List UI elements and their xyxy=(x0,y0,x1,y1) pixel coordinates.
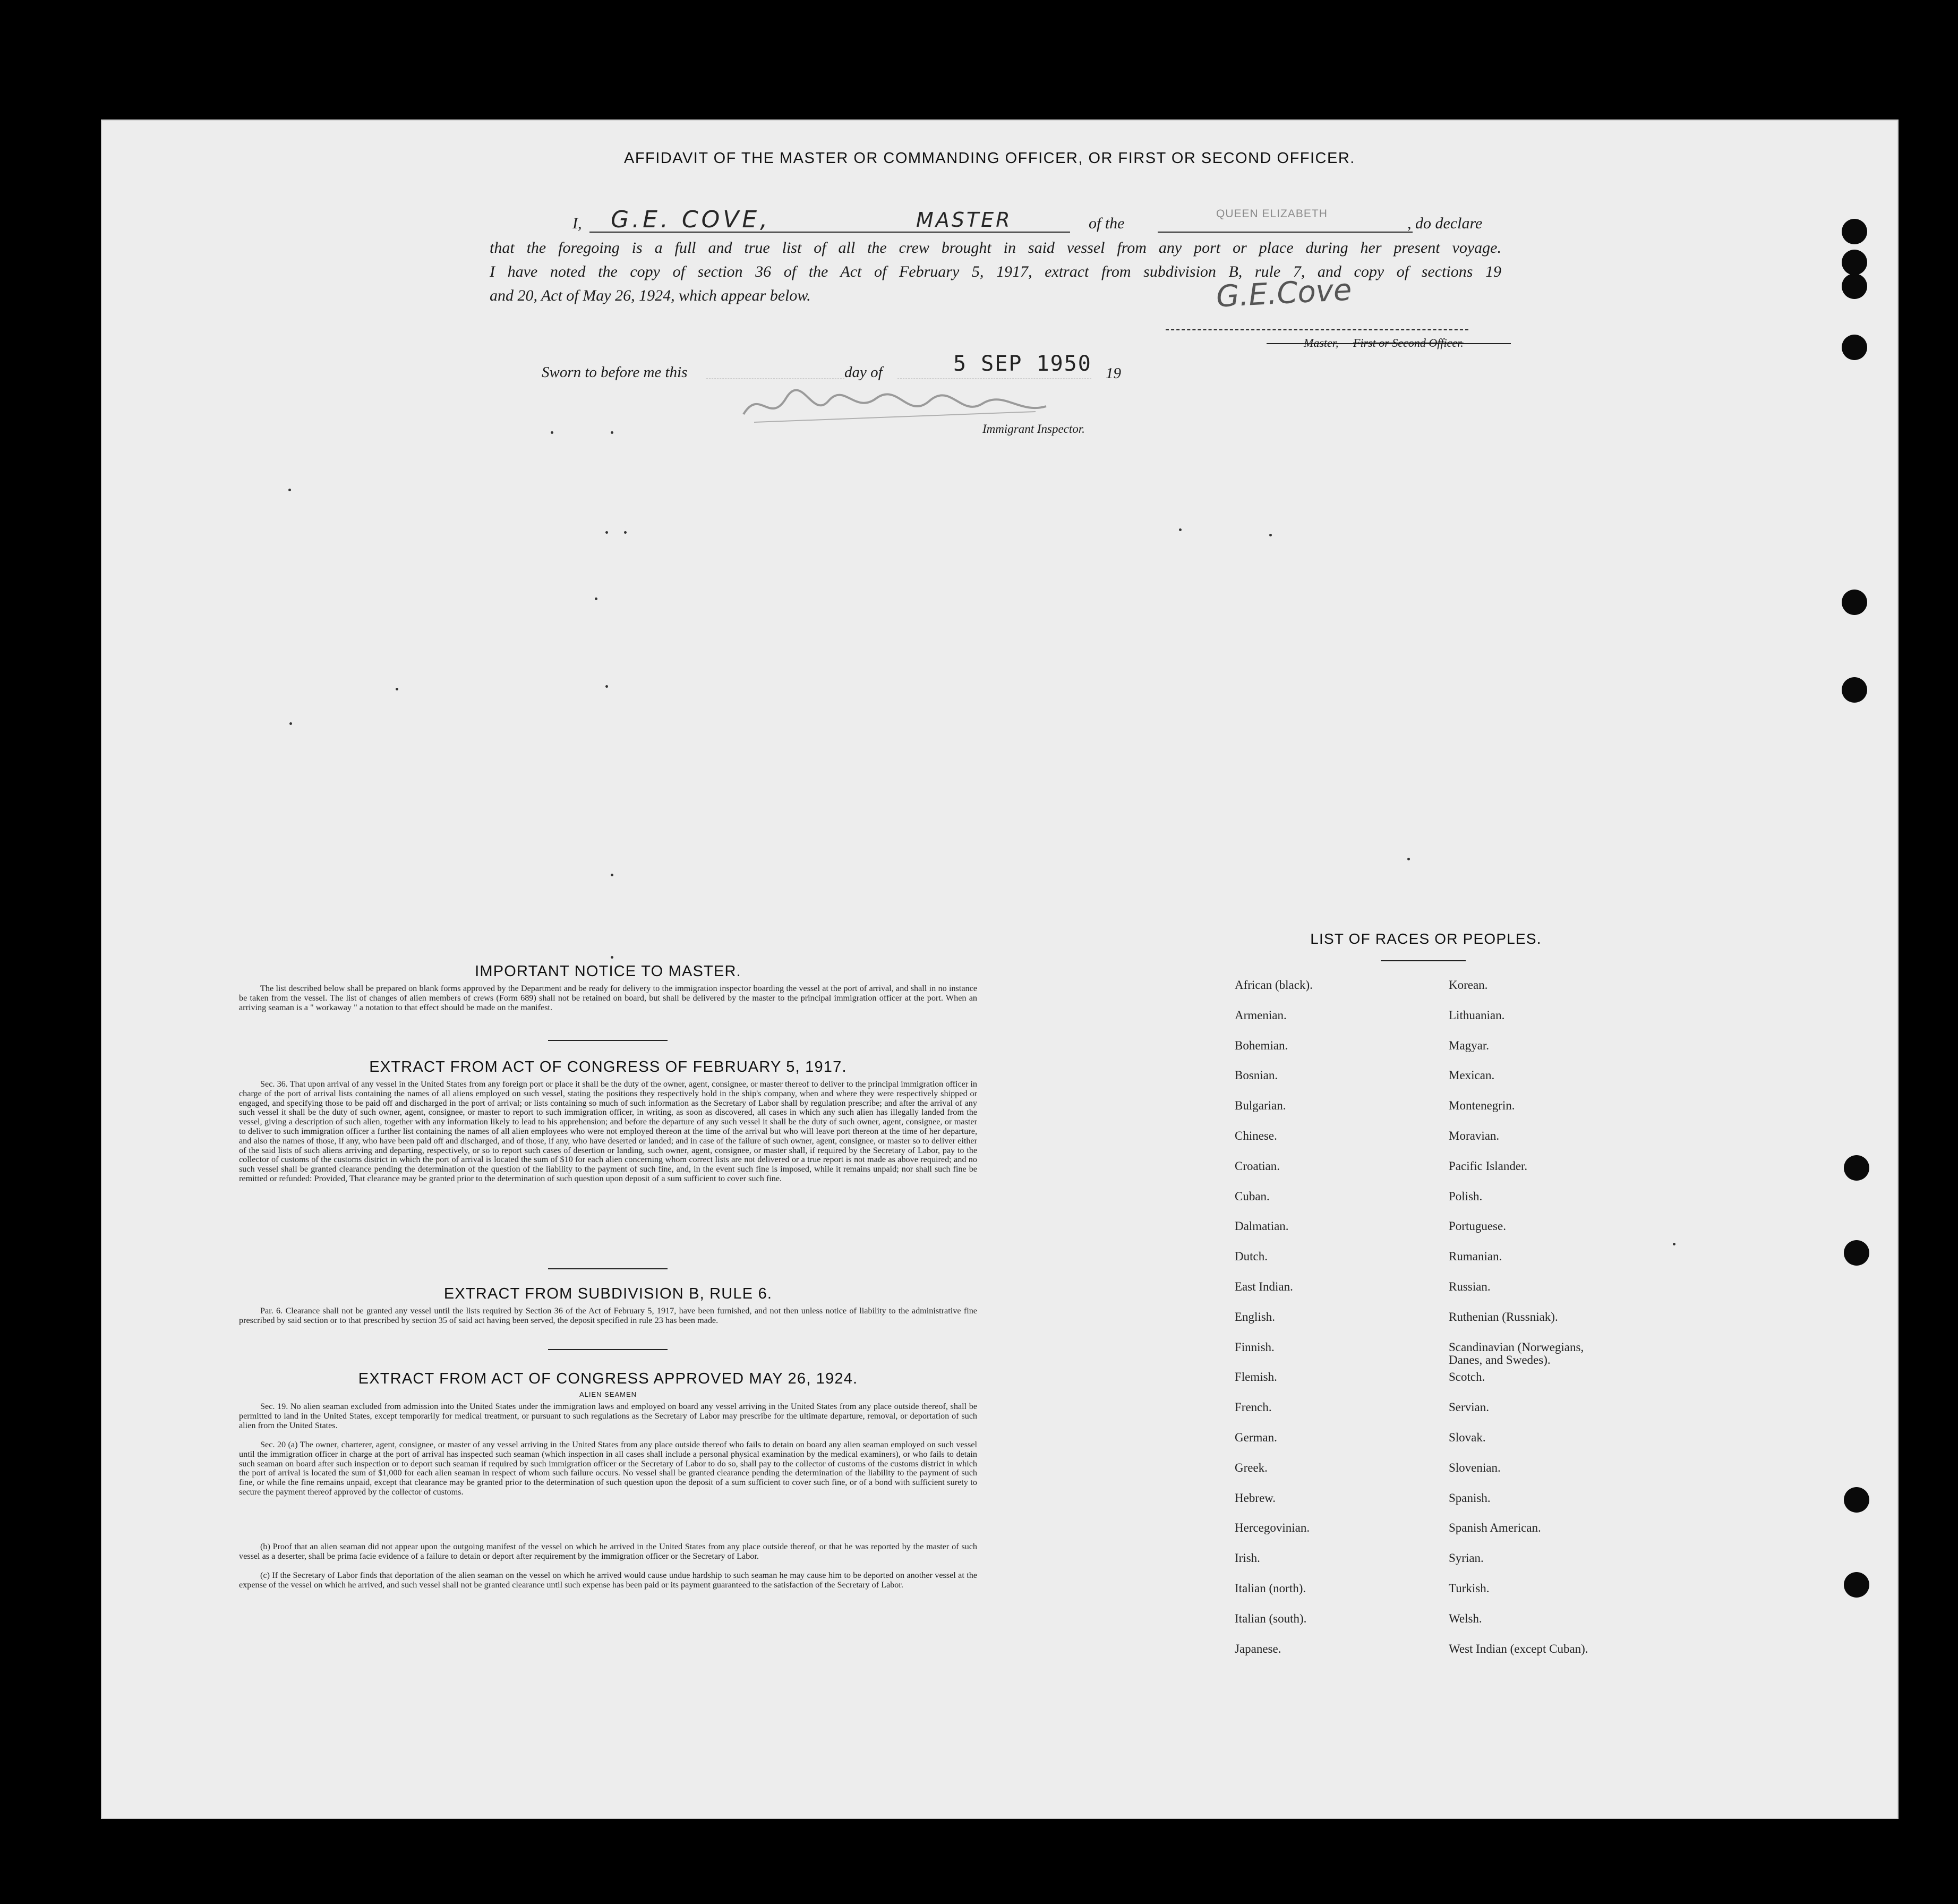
race-item: Hercegovinian. xyxy=(1235,1521,1310,1535)
race-item: Mexican. xyxy=(1449,1069,1495,1082)
extract-1924-sec20c: (c) If the Secretary of Labor finds that deportation of the alien seaman on the vessel on which he arrived would cause undue hardship to such seaman he may cause him to be deported on another vessel at the expense of the vessel on which he arrived, and such vessel shall not be granted clearance until such expense has been paid or its payment guaranteed to the satisfaction of the Secretary of Labor. xyxy=(239,1570,977,1590)
race-item: Slovenian. xyxy=(1449,1461,1501,1474)
punch-hole xyxy=(1842,274,1867,299)
race-item: Lithuanian. xyxy=(1449,1008,1505,1022)
race-item: Flemish. xyxy=(1235,1370,1277,1384)
speck xyxy=(611,956,613,959)
extract-1924-sec19: Sec. 19. No alien seaman excluded from admission into the United States under the immigration laws and employed on board any vessel arriving in the United States from any place outside thereof, shall be permitted to land in the United States, except temporarily for medical treatment, or pursuant to such regulations as the Secretary of Labor may prescribe for the ultimate departure, removal, or deportation of such alien from the United States. xyxy=(239,1402,977,1430)
race-item: French. xyxy=(1235,1401,1272,1414)
race-item: Turkish. xyxy=(1449,1582,1490,1595)
sworn-date-stamp: 5 SEP 1950 xyxy=(953,352,1092,376)
extract-1924-sec20a: Sec. 20 (a) The owner, charterer, agent, consignee, or master of any vessel arriving in the United States from any place outside thereof who fails to detain on board any alien seaman employed on such vessel until the immigration officer in charge at the port of arrival has inspected such seaman (which inspection in all cases shall include a personal physical examination by the medical examiners), or who fails to detain such seaman on board after such inspection or to deport such seaman if required by such immigration officer or the Secretary of Labor to do so, shall pay to the collector of customs of the customs district in which the port of arrival is located the sum of $1,000 for each alien seaman in respect of whom such failure occurs. No vessel shall be granted clearance pending the determination of the liability to the payment of such fine, or while the fine remains unpaid, except that clearance may be granted prior to the determination of such question upon the deposit of a sum sufficient to cover such fine, or of a bond with sufficient surety to secure the payment thereof approved by the collector of customs. xyxy=(239,1440,977,1497)
speck xyxy=(551,431,553,434)
vessel-rule xyxy=(1158,232,1413,233)
divider xyxy=(548,1040,668,1041)
races-title: LIST OF RACES OR PEOPLES. xyxy=(1310,930,1542,947)
divider xyxy=(548,1349,668,1350)
race-item: Spanish American. xyxy=(1449,1521,1541,1535)
punch-hole xyxy=(1842,590,1867,615)
race-item: Slovak. xyxy=(1449,1431,1486,1444)
race-item: Polish. xyxy=(1449,1189,1483,1203)
punch-hole xyxy=(1842,335,1867,360)
race-item: Servian. xyxy=(1449,1401,1490,1414)
race-item: Montenegrin. xyxy=(1449,1099,1515,1113)
race-item: Finnish. xyxy=(1235,1340,1275,1354)
extract-1924-sec20b: (b) Proof that an alien seaman did not appear upon the outgoing manifest of the vessel on which he arrived in the United States from any place outside thereof, or that he was reported by the master of such vessel as a deserter, shall be prima facie evidence of a failure to detain or deport after requirement by the immigration officer or the Secretary of Labor. xyxy=(239,1542,977,1561)
race-item: Scotch. xyxy=(1449,1370,1485,1384)
race-item: Cuban. xyxy=(1235,1189,1270,1203)
speck xyxy=(396,688,398,690)
affidavit-line4: and 20, Act of May 26, 1924, which appear below. xyxy=(490,287,811,304)
race-item: Portuguese. xyxy=(1449,1219,1506,1233)
race-item: Bosnian. xyxy=(1235,1069,1278,1082)
speck xyxy=(1269,534,1272,536)
race-item: West Indian (except Cuban). xyxy=(1449,1642,1588,1655)
race-item: English. xyxy=(1235,1310,1276,1324)
race-item: Korean. xyxy=(1449,978,1488,992)
speck xyxy=(605,685,608,688)
notice-title: IMPORTANT NOTICE TO MASTER. xyxy=(475,963,741,980)
speck xyxy=(611,874,613,876)
extract-1917-body: Sec. 36. That upon arrival of any vessel in the United States from any foreign port or place it shall be the duty of the owner, agent, consignee, or master thereof to deliver to the principal immigration officer in charge of the port of arrival lists containing the names of all aliens employed on such vessel, stating the positions they respectively hold in the ship's company, when and where they were respectively shipped or engaged, and specifying those to be paid off and discharged in the port of arrival; or lists containing so much of such information as the Secretary of Labor shall by regulation prescribe; and after the arrival of any such vessel it shall be the duty of such owner, agent, consignee, or master to report to such immigration officer, in writing, as soon as discovered, all cases in which any such alien has illegally landed from the vessel, giving a description of such alien, together with any information likely to lead to his apprehension; and before the departure of any such vessel it shall be the duty of such owner, agent, consignee, or master to deliver to such immigration officer a further list containing the names of all alien employees who were not employed thereon at the time of the arrival but who will leave port thereon at the time of her departure, and also the names of those, if any, who have been paid off and discharged, and of those, if any, who have deserted or landed; and in case of the failure of such owner, agent, consignee, or master so to deliver either of the said lists of such aliens arriving and departing, respectively, or so to report such cases of desertion or landing, such owner, agent, consignee, or master shall, if required by the Secretary of Labor, pay to the collector of customs of the customs district in which the port of arrival is located the sum of $10 for each alien concerning whom correct lists are not delivered or a true report is not made as above required; and no such vessel shall be granted clearance pending the determination of the question of the liability to the payment of such fine, and, in the event such fine is imposed, while it remains unpaid; nor shall such fine be remitted or refunded: Provided, That clearance may be granted prior to the determination of such question upon deposit of a sum sufficient to cover such fine. xyxy=(239,1079,977,1183)
race-item: Dalmatian. xyxy=(1235,1219,1289,1233)
inspector-signature xyxy=(738,382,1057,428)
race-item: Italian (south). xyxy=(1235,1611,1307,1625)
race-item: Spanish. xyxy=(1449,1491,1491,1505)
speck xyxy=(605,531,608,534)
race-item: Chinese. xyxy=(1235,1129,1277,1142)
alien-seamen-subtitle: ALIEN SEAMEN xyxy=(579,1390,637,1398)
notice-body: The list described below shall be prepared on blank forms approved by the Department and be ready for delivery to the immigration inspector boarding the vessel at the port of arrival, and shall in no instance be taken from the vessel. The list of changes of alien members of crews (Form 689) shall not be retained on board, but shall be delivered by the master to the principal immigration officer at the port. When an arriving seaman is a " workaway " a notation to that effect should be made on the manifest. xyxy=(239,984,977,1012)
speck xyxy=(611,431,613,434)
punch-hole xyxy=(1844,1487,1869,1513)
name-rule xyxy=(589,232,1070,233)
punch-hole xyxy=(1844,1572,1869,1598)
race-item: Magyar. xyxy=(1449,1038,1490,1052)
race-item: Ruthenian (Russniak). xyxy=(1449,1310,1558,1324)
extract-1917-title: EXTRACT FROM ACT OF CONGRESS OF FEBRUARY 5, 1917. xyxy=(369,1058,847,1075)
divider xyxy=(548,1268,668,1269)
sworn-day-of: day of xyxy=(844,364,883,381)
race-item: Bohemian. xyxy=(1235,1038,1288,1052)
race-item: Rumanian. xyxy=(1449,1250,1502,1263)
speck xyxy=(1179,528,1182,531)
race-item: Italian (north). xyxy=(1235,1582,1306,1595)
race-item: Hebrew. xyxy=(1235,1491,1276,1505)
immigrant-inspector-label: Immigrant Inspector. xyxy=(982,422,1085,436)
race-item: Irish. xyxy=(1235,1551,1260,1565)
race-item: East Indian. xyxy=(1235,1280,1293,1293)
master-signature: G.E.Cove xyxy=(1215,272,1353,314)
race-item: Syrian. xyxy=(1449,1551,1484,1565)
race-item: Greek. xyxy=(1235,1461,1268,1474)
punch-hole xyxy=(1844,1240,1869,1266)
speck xyxy=(1407,858,1410,860)
race-item: Moravian. xyxy=(1449,1129,1500,1142)
officer-struck-label: First or Second Officer. xyxy=(1353,336,1464,349)
race-item: Scandinavian (Norwegians, Danes, and Swedes). xyxy=(1449,1340,1584,1367)
race-item: Pacific Islander. xyxy=(1449,1159,1528,1173)
race-item: German. xyxy=(1235,1431,1277,1444)
punch-hole xyxy=(1842,219,1867,244)
subdiv-b-title: EXTRACT FROM SUBDIVISION B, RULE 6. xyxy=(443,1285,773,1302)
vessel-name-stamp: QUEEN ELIZABETH xyxy=(1216,208,1328,220)
speck xyxy=(624,531,627,534)
of-the-label: of the xyxy=(1089,215,1125,232)
punch-hole xyxy=(1842,250,1867,275)
master-name-handwritten: G.E. COVE, xyxy=(611,206,771,233)
speck xyxy=(595,597,597,600)
race-item: Welsh. xyxy=(1449,1611,1482,1625)
divider xyxy=(1381,960,1466,961)
affidavit-line2: that the foregoing is a full and true list of all the crew brought in said vessel from any port or place during her present voyage. xyxy=(490,239,1501,257)
race-item: Japanese. xyxy=(1235,1642,1281,1655)
race-item: Armenian. xyxy=(1235,1008,1287,1022)
punch-hole xyxy=(1842,677,1867,703)
race-item: Russian. xyxy=(1449,1280,1491,1293)
affidavit-line1-prefix: I, xyxy=(572,215,582,232)
signature-rule xyxy=(1166,329,1468,330)
rank-handwritten: MASTER xyxy=(916,208,1012,232)
race-item: African (black). xyxy=(1235,978,1313,992)
speck xyxy=(289,722,292,725)
affidavit-title: AFFIDAVIT OF THE MASTER OR COMMANDING OFFICER, OR FIRST OR SECOND OFFICER. xyxy=(624,150,1355,167)
master-label: Master, xyxy=(1304,336,1339,349)
speck xyxy=(1673,1243,1675,1245)
race-item: Croatian. xyxy=(1235,1159,1280,1173)
subdiv-b-body: Par. 6. Clearance shall not be granted any vessel until the lists required by Section 36 of the Act of February 5, 1917, have been furnished, and not then unless notice of liability to the administrative fine prescribed by said section or to that prescribed by section 35 of said act having been served, the deposit specified in rule 23 has been made. xyxy=(239,1306,977,1325)
punch-hole xyxy=(1844,1155,1869,1181)
sworn-year-19: 19 xyxy=(1106,365,1121,382)
speck xyxy=(288,489,291,491)
sworn-prefix: Sworn to before me this xyxy=(542,364,688,381)
affidavit-line3: I have noted the copy of section 36 of the Act of February 5, 1917, extract from subdivision B, rule 7, and copy of sections 19 xyxy=(490,263,1501,280)
declare-label: , do declare xyxy=(1407,215,1483,232)
race-item: Dutch. xyxy=(1235,1250,1268,1263)
race-item: Bulgarian. xyxy=(1235,1099,1286,1113)
extract-1924-title: EXTRACT FROM ACT OF CONGRESS APPROVED MAY 26, 1924. xyxy=(358,1370,858,1387)
